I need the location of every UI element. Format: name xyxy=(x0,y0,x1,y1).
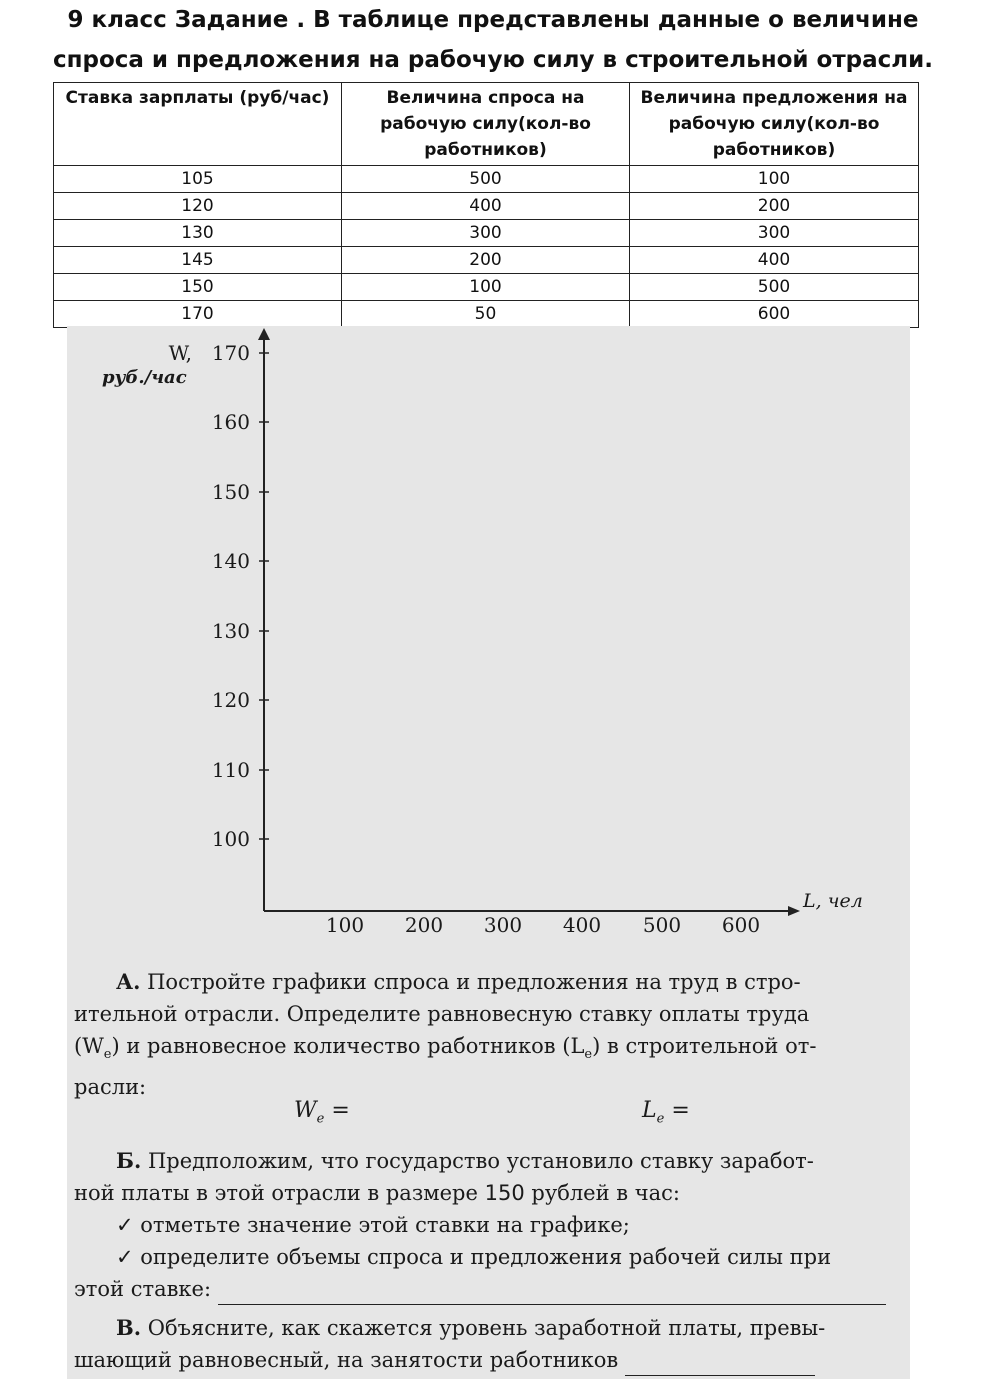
answer-line-b[interactable] xyxy=(218,1304,886,1305)
task-c-label: В. xyxy=(116,1315,142,1340)
cell-supply: 200 xyxy=(630,193,919,220)
x-axis-label: L, чел xyxy=(803,890,863,912)
cell-demand: 100 xyxy=(342,274,630,301)
we-symbol: W xyxy=(294,1098,317,1123)
cell-demand: 300 xyxy=(342,220,630,247)
x-tick-label: 100 xyxy=(325,913,365,937)
y-tick-label: 150 xyxy=(211,480,250,504)
cell-wage: 145 xyxy=(54,247,342,274)
cell-demand: 500 xyxy=(342,166,630,193)
y-tick-label: 170 xyxy=(211,341,250,365)
le-eq: = xyxy=(671,1098,690,1123)
task-b-amount: 150 xyxy=(484,1181,525,1205)
x-tick-label: 600 xyxy=(721,913,761,937)
cell-wage: 150 xyxy=(54,274,342,301)
task-b-line-1: Предположим, что государство установило ставку заработ- xyxy=(147,1149,814,1173)
task-a-sub-2: e xyxy=(584,1047,593,1063)
y-tick-label: 120 xyxy=(211,688,250,712)
y-tick-label: 130 xyxy=(211,619,250,643)
cell-supply: 400 xyxy=(630,247,919,274)
task-a xyxy=(74,966,910,1103)
title-line-2: спроса и предложения на рабочую силу в строительной отрасли. xyxy=(52,47,934,73)
task-a-line-3c: ) в строительной от- xyxy=(592,1034,817,1058)
x-axis-arrow xyxy=(788,906,800,916)
task-a-line-2: ительной отрасли. Определите равновесную ставку оплаты труда xyxy=(74,1002,810,1026)
x-tick-label: 300 xyxy=(483,913,523,937)
le-sub: e xyxy=(656,1111,665,1127)
cell-wage: 170 xyxy=(54,301,342,328)
header-demand: Величина спроса на рабочую силу(кол-во работников) xyxy=(342,83,630,166)
header-wage: Ставка зарплаты (руб/час) xyxy=(54,83,342,166)
cell-wage: 130 xyxy=(54,220,342,247)
task-b-item-2: ✓ определите объемы спроса и предложения рабочей силы при xyxy=(116,1245,832,1269)
cell-supply: 600 xyxy=(630,301,919,328)
we-eq: = xyxy=(331,1098,350,1123)
x-tick-label: 500 xyxy=(642,913,682,937)
y-axis-label-unit: руб./час xyxy=(102,367,187,388)
cell-wage: 120 xyxy=(54,193,342,220)
cell-supply: 500 xyxy=(630,274,919,301)
task-b xyxy=(74,1145,910,1305)
task-a-label: А. xyxy=(116,969,141,994)
task-a-line-3b: ) и равновесное количество работников (L xyxy=(111,1034,585,1058)
task-b-line-2b: рублей в час: xyxy=(531,1181,681,1205)
y-tick-label: 160 xyxy=(211,410,250,434)
cell-supply: 100 xyxy=(630,166,919,193)
task-a-line-4: расли: xyxy=(74,1075,147,1100)
cell-demand: 200 xyxy=(342,247,630,274)
y-axis-arrow xyxy=(258,328,270,340)
task-a-sub-1: e xyxy=(103,1047,112,1063)
y-axis-label-w: W, xyxy=(168,341,192,365)
y-tick-label: 110 xyxy=(211,758,250,782)
we-sub: e xyxy=(316,1111,325,1127)
y-tick-label: 140 xyxy=(211,549,250,573)
task-b-label: Б. xyxy=(116,1148,142,1173)
task-b-line-2: ной платы в этой отрасли в размере xyxy=(74,1181,478,1205)
task-a-line-3a: (W xyxy=(74,1034,104,1058)
cell-wage: 105 xyxy=(54,166,342,193)
equilibrium-wage xyxy=(294,1098,350,1126)
task-c-line-1: Объясните, как скажется уровень заработной платы, превы- xyxy=(147,1316,826,1340)
le-symbol: L xyxy=(642,1098,657,1123)
task-b-item-1: ✓ отметьте значение этой ставки на графике; xyxy=(116,1213,630,1237)
title-line-1: 9 класс Задание . В таблице представлены данные о величине xyxy=(67,7,919,33)
y-tick-label: 100 xyxy=(211,827,250,851)
task-c xyxy=(74,1312,910,1376)
cell-supply: 300 xyxy=(630,220,919,247)
task-a-line-1: Постройте графики спроса и предложения на труд в стро- xyxy=(147,970,801,994)
task-b-line-last: этой ставке: xyxy=(74,1277,212,1301)
x-tick-label: 200 xyxy=(404,913,444,937)
equilibrium-labor xyxy=(642,1098,690,1126)
cell-demand: 50 xyxy=(342,301,630,328)
task-c-line-2: шающий равновесный, на занятости работников xyxy=(74,1348,619,1372)
answer-line-c[interactable] xyxy=(625,1375,815,1376)
x-tick-label: 400 xyxy=(562,913,602,937)
header-supply: Величина предложения на рабочую силу(кол-во работников) xyxy=(630,83,919,166)
cell-demand: 400 xyxy=(342,193,630,220)
